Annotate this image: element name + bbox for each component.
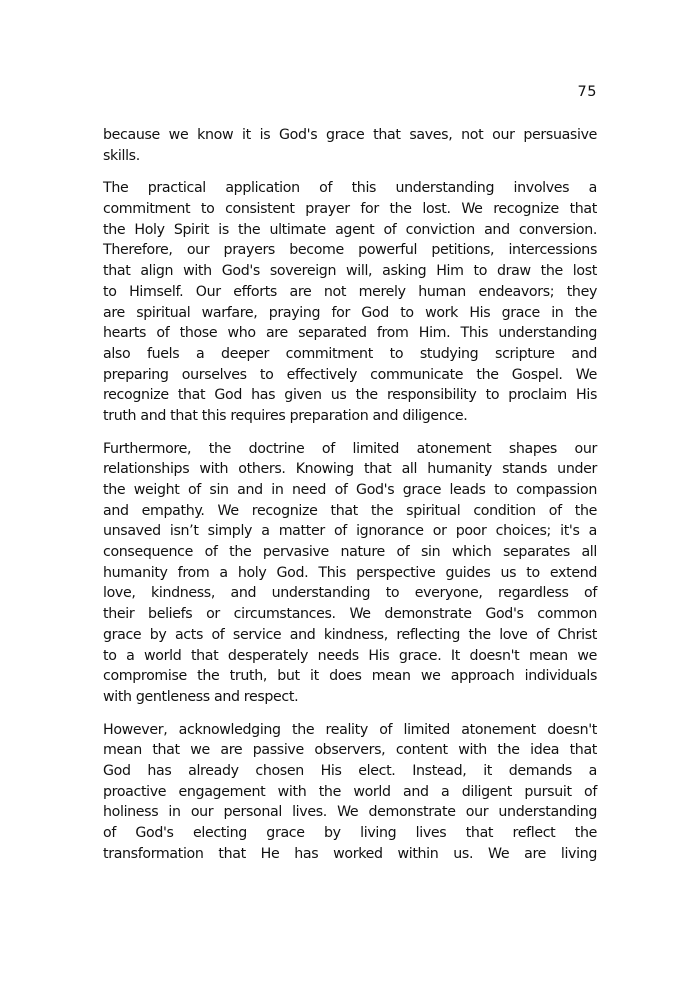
paragraph: [103, 439, 597, 708]
text-line: transformation that He has worked within us. We are living: [103, 845, 597, 862]
text-line: God has already chosen His elect. Instead, it demands a: [103, 762, 597, 779]
text-line: relationships with others. Knowing that all humanity stands under: [103, 461, 597, 478]
text-line: are spiritual warfare, praying for God to work His grace in the: [103, 304, 597, 321]
text-line: also fuels a deeper commitment to studying scripture and: [103, 345, 597, 362]
paragraph: [103, 720, 597, 865]
text-line: However, acknowledging the reality of limited atonement doesn't: [103, 721, 597, 738]
text-line: Therefore, our prayers become powerful petitions, intercessions: [103, 242, 597, 259]
text-line: preparing ourselves to effectively communicate the Gospel. We: [103, 366, 597, 383]
text-line: unsaved isn’t simply a matter of ignorance or poor choices; it's a: [103, 523, 597, 540]
text-line: skills.: [103, 147, 140, 164]
text-line: because we know it is God's grace that saves, not our persuasive: [103, 127, 597, 143]
text-line: proactive engagement with the world and a diligent pursuit of: [103, 783, 597, 800]
paragraph: [103, 178, 597, 426]
text-line: truth and that this requires preparation and diligence.: [103, 407, 468, 424]
text-line: hearts of those who are separated from Him. This understanding: [103, 325, 597, 342]
text-line: of God's electing grace by living lives that reflect the: [103, 825, 597, 841]
text-line: grace by acts of service and kindness, reflecting the love of Christ: [103, 626, 597, 643]
text-line: that align with God's sovereign will, asking Him to draw the lost: [103, 263, 597, 280]
text-line: with gentleness and respect.: [103, 688, 299, 705]
text-line: recognize that God has given us the responsibility to proclaim His: [103, 387, 597, 404]
text-line: Furthermore, the doctrine of limited atonement shapes our: [103, 440, 597, 457]
text-line: commitment to consistent prayer for the lost. We recognize that: [103, 201, 597, 218]
text-line: their beliefs or circumstances. We demonstrate God's common: [103, 606, 597, 623]
text-line: to Himself. Our efforts are not merely human endeavors; they: [103, 283, 597, 300]
text-line: mean that we are passive observers, content with the idea that: [103, 742, 597, 759]
text-line: love, kindness, and understanding to everyone, regardless of: [103, 585, 597, 602]
text-line: the weight of sin and in need of God's grace leads to compassion: [103, 482, 597, 498]
paragraph: [103, 125, 597, 166]
text-line: consequence of the pervasive nature of sin which separates all: [103, 544, 597, 561]
text-line: and empathy. We recognize that the spiritual condition of the: [103, 502, 597, 519]
text-line: The practical application of this understanding involves a: [103, 180, 597, 197]
text-line: to a world that desperately needs His grace. It doesn't mean we: [103, 647, 597, 664]
text-line: holiness in our personal lives. We demonstrate our understanding: [103, 804, 597, 821]
page-number: 75: [577, 84, 597, 100]
text-line: compromise the truth, but it does mean we approach individuals: [103, 668, 597, 685]
body-text: [103, 125, 597, 876]
text-line: the Holy Spirit is the ultimate agent of conviction and conversion.: [103, 221, 597, 238]
text-line: humanity from a holy God. This perspective guides us to extend: [103, 564, 597, 581]
